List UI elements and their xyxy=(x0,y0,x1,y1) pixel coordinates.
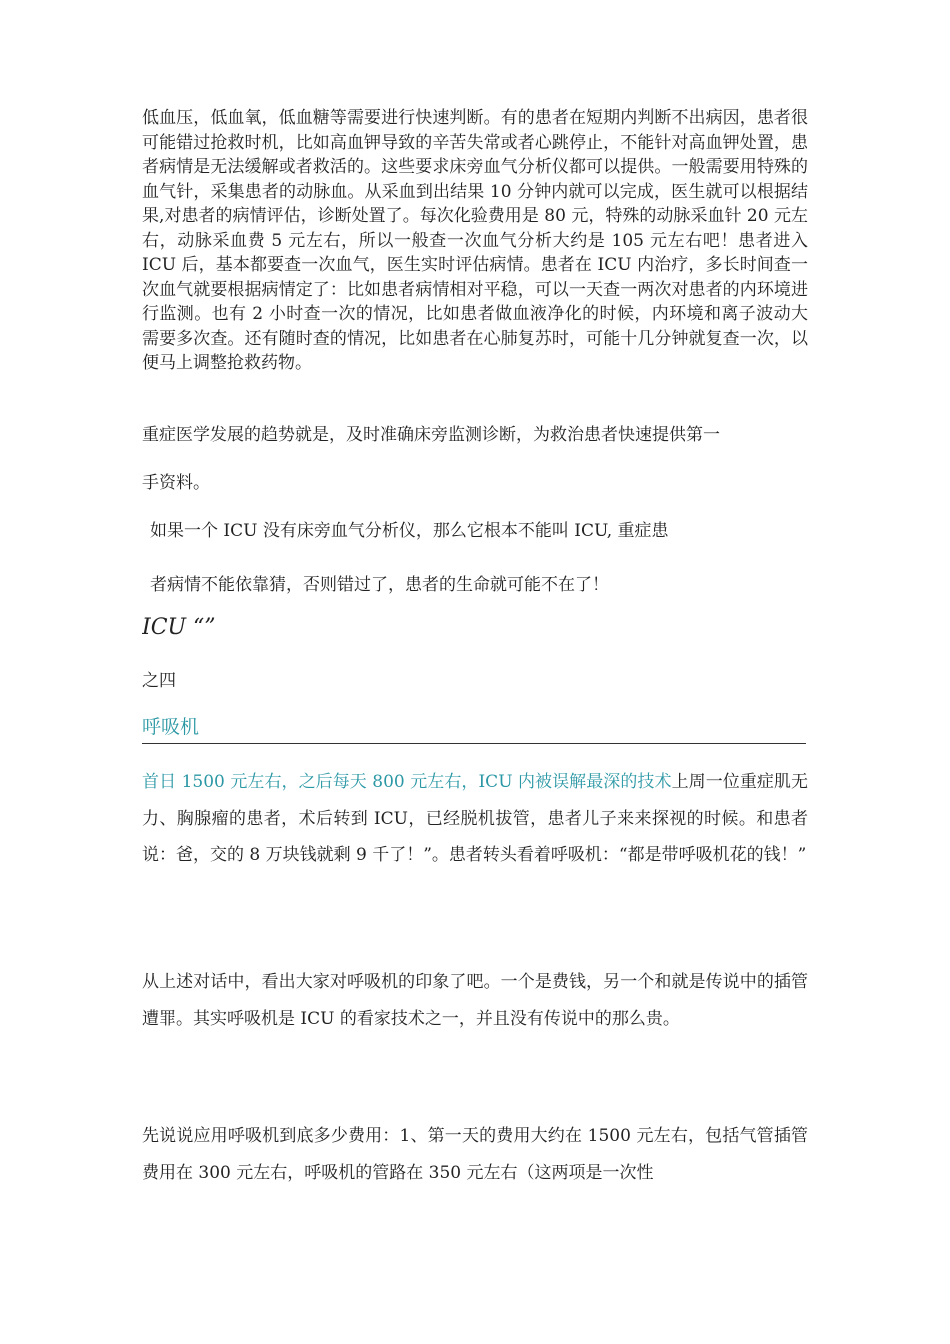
paragraph-trend-line1: 重症医学发展的趋势就是，及时准确床旁监测诊断，为救治患者快速提供第一 xyxy=(142,425,720,445)
paragraph-ventilator-story xyxy=(142,764,808,874)
story-text: 上周一位重症肌无力、胸腺瘤的患者，术后转到 ICU，已经脱机拔管，患者儿子来来探视的时候。和患者说：爸，交的 8 万块钱就剩 9 千了！”。患者转头看着呼吸机：“都是带呼吸机花的钱！” xyxy=(142,772,809,865)
part-label: 之四 xyxy=(142,671,176,691)
icu-heading: ICU “” xyxy=(142,615,216,640)
paragraph-icu-analyzer-line1: 如果一个 ICU 没有床旁血气分析仪，那么它根本不能叫 ICU, 重症患 xyxy=(150,521,669,541)
section-divider xyxy=(142,743,806,744)
section-title: 呼吸机 xyxy=(142,716,200,738)
paragraph-blood-gas: 低血压，低血氧，低血糖等需要进行快速判断。有的患者在短期内判断不出病因，患者很可能错过抢救时机，比如高血钾导致的辛苦失常或者心跳停止，不能针对高血钾处置，患者病情是无法缓解或者救活的。这些要求床旁血气分析仪都可以提供。一般需要用特殊的血气针，采集患者的动脉血。从采血到出结果 10 分钟内就可以完成，医生就可以根据结果,对患者的病情评估，诊断处置了。每次化验费用是 80 元，特殊的动脉采血针 20 元左右，动脉采血费 5 元左右，所以一般查一次血气分析大约是 105 元左右吧！患者进入 ICU 后，基本都要查一次血气，医生实时评估病情。患者在 ICU 内治疗，多长时间查一次血气就要根据病情定了：比如患者病情相对平稳，可以一天查一两次对患者的内环境进行监测。也有 2 小时查一次的情况，比如患者做血液净化的时候，内环境和离子波动大需要多次查。还有随时查的情况，比如患者在心肺复苏时，可能十几分钟就复查一次，以便马上调整抢救药物。 xyxy=(142,108,808,373)
paragraph-cost: 先说说应用呼吸机到底多少费用：1、第一天的费用大约在 1500 元左右，包括气管插管费用在 300 元左右，呼吸机的管路在 350 元左右（这两项是一次性 xyxy=(142,1126,808,1183)
paragraph-impression: 从上述对话中，看出大家对呼吸机的印象了吧。一个是费钱，另一个和就是传说中的插管遭罪。其实呼吸机是 ICU 的看家技术之一，并且没有传说中的那么贵。 xyxy=(142,972,808,1029)
paragraph-trend-line2: 手资料。 xyxy=(142,473,210,493)
paragraph-icu-analyzer-line2: 者病情不能依靠猜，否则错过了，患者的生命就可能不在了！ xyxy=(150,575,609,595)
highlight-text: 首日 1500 元左右，之后每天 800 元左右，ICU 内被误解最深的技术 xyxy=(142,772,672,792)
